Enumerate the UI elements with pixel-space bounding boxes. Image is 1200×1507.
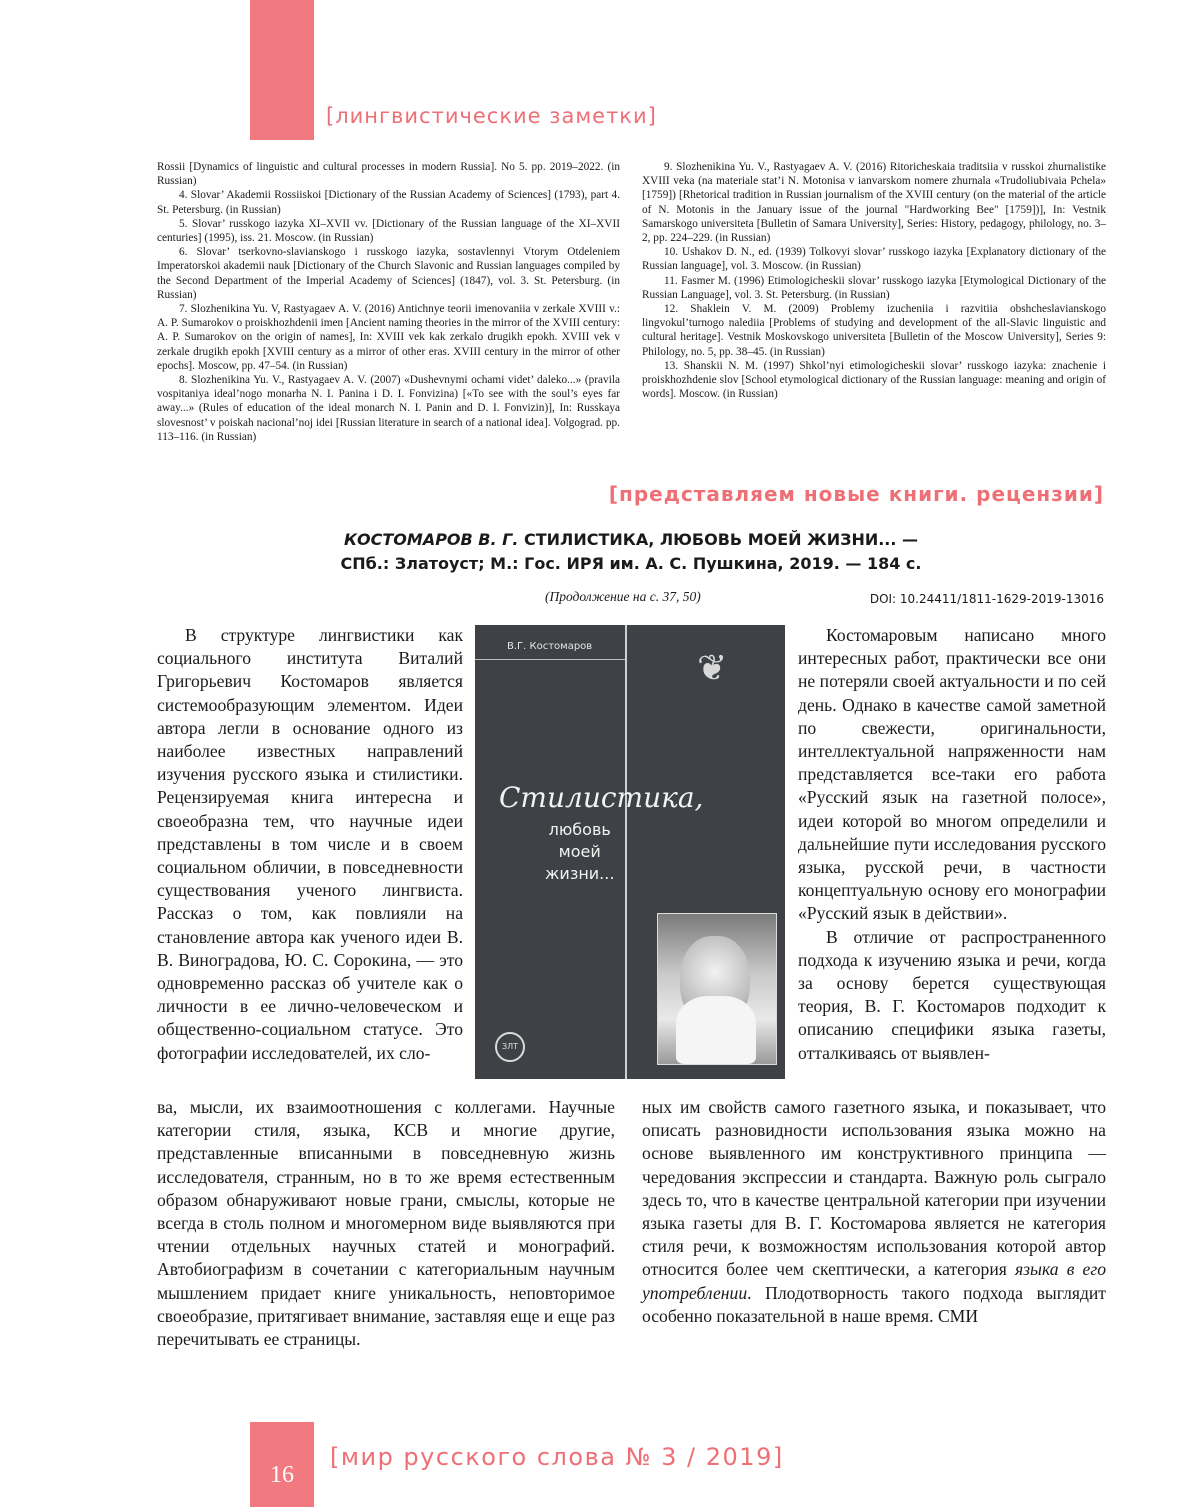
quill-feather-icon: ❦ xyxy=(697,648,728,688)
reference-item: 8. Slozhenikina Yu. V., Rastyagaev A. V. (2007) «Dushevnymi ochami videt’ daleko...» (pravila vospitaniya ideal’nogo monarha N. I. Panina i D. I. Fonvizina) [«To see with the soul’s eyes far away...» (Rules of education of the ideal monarch N. I. Panin and D. I. Fonvizin)], In: Russkaya slovesnost’ v poiskah nacional’noj idei [Russian literature in search of a national idea]. Volgograd. pp. 113–116. (in Russian) xyxy=(157,374,620,443)
journal-footer: [мир русского слова № 3 / 2019] xyxy=(330,1443,784,1471)
emphasis-text: языка в его употреблении xyxy=(642,1259,1106,1303)
publisher-logo-icon: ЗЛТ xyxy=(495,1032,525,1062)
section-heading-book-reviews: [представляем новые книги. рецензии] xyxy=(608,482,1104,506)
reference-item: 7. Slozhenikina Yu. V, Rastyagaev A. V. (2016) Antichnye teorii imenovaniia v zerkale XVIII v.: A. P. Sumarokov o proiskhozhdenii imen [Ancient naming theories in the mirror of the XVIII century: A. P. Sumarokov on the origin of names], In: XVIII vek kak zerkalo drugikh epokh. XVIII vek v zerkale drugikh epokh [XVIII century as a mirror of other eras. XVIII century in the mirror of other epochs]. Moscow, pp. 47–54. (in Russian) xyxy=(157,303,620,372)
references-right-column xyxy=(642,160,1106,401)
reference-item: 11. Fasmer M. (1996) Etimologicheskii slovar’ russkogo iazyka [Etymological Dictionary of the Russian Language], vol. 3. St. Petersburg. (in Russian) xyxy=(642,274,1106,301)
reference-item: 13. Shanskii N. M. (1997) Shkol’nyi etimologicheskii slovar’ russkogo iazyka: znachenie i proiskhozhdenie slov [School etymological dictionary of the Russian language: meaning and origin of words]. Moscow. (in Russian) xyxy=(642,359,1106,401)
book-title-line xyxy=(157,528,1105,552)
reference-item: Rossii [Dynamics of linguistic and cultural processes in modern Russia]. No 5. pp. 2019–2022. (in Russian) xyxy=(157,161,620,188)
review-paragraph-continued: ных им свойств самого газетного языка, и показывает, что описать разновидности использования языка можно на основе выявленного им конструктивного принципа — чередования экспрессии и стандарта. Важную роль сыграло здесь то, что в качестве центральной категории при изучении языка газеты для В. Г. Костомарова является не категория стиля речи, к возможностям использования которой автор относится более чем скептически, а категория языка в его употреблении. Плодотворность такого подхода выглядит особенно показательной в наше время. СМИ xyxy=(642,1097,1106,1326)
book-cover-image xyxy=(475,625,785,1079)
review-text-left-column xyxy=(157,624,463,1065)
doi-label: DOI: 10.24411/1811-1629-2019-13016 xyxy=(869,592,1104,606)
book-title-block xyxy=(157,528,1105,576)
section-heading-linguistic-notes: [лингвистические заметки] xyxy=(326,104,657,128)
portrait-beard xyxy=(676,996,756,1064)
book-publisher: СПб.: Златоуст; М.: Гос. ИРЯ им. А. С. Пушкина, 2019. — 184 с. xyxy=(340,554,922,573)
references-left-column xyxy=(157,160,620,444)
author-portrait xyxy=(657,913,777,1065)
cover-vertical-divider xyxy=(625,625,627,1079)
reference-item: 5. Slovar’ russkogo iazyka XI–XVII vv. [Dictionary of the Russian language of the XI–XVII centuries] (1995), iss. 21. Moscow. (in Russian) xyxy=(157,217,620,245)
reference-item: 6. Slovar’ tserkovno-slavianskogo i russkogo iazyka, sostavlennyi Vtorym Otdeleniem Imperatorskoi akademii nauk [Dictionary of the Church Slavonic and Russian languages compiled by the Second Department of the Imperial Academy of Sciences] (1847), vol. 3. St. Petersburg. (in Russian) xyxy=(157,246,620,301)
reference-item: 9. Slozhenikina Yu. V., Rastyagaev A. V. (2016) Ritoricheskaia traditsiia v russkoi zhurnalistike XVIII veka (na materiale stat’i N. Motonisa v ianvarskom nomere zhurnala «Trudoliubivaia Pchela» [1759]) [Rhetorical tradition in Russian journalism of the XVIII century (on the material of the article of N. Motonis in the January issue of the journal "Hardworking Bee" [1759])], In: Vestnik Samarskogo universiteta [Bulletin of Samara University], Series: History, pedagogy, philology, no. 3–2, pp. 224–229. (in Russian) xyxy=(642,161,1106,245)
page-number: 16 xyxy=(270,1462,294,1488)
review-paragraph: Костомаровым написано много интересных работ, практически все они не потеряли своей актуальности и по сей день. Однако в качестве самой заметной по свежести, оригинальности, интеллектуальной напряженности нам представляется все-таки его работа «Русский язык на газетной полосе», идеи которой во многом определили и дальнейшие пути исследования русского языка, русской речи, в частности концептуальную основу его монографии «Русский язык в действии». xyxy=(798,625,1106,924)
reference-item: 4. Slovar’ Akademii Rossiiskoi [Dictionary of the Russian Academy of Sciences] (1793), part 4. St. Petersburg. (in Russian) xyxy=(157,189,620,216)
review-text-bottom-left xyxy=(157,1096,615,1351)
review-text-bottom-right xyxy=(642,1096,1106,1328)
cover-author: В.Г. Костомаров xyxy=(507,641,593,652)
review-paragraph-continued: ва, мысли, их взаимоотношения с коллегами. Научные категории стиля, языка, КСВ и многие другие, представленные вписанными в повседневную жизнь исследователя, странным, но в то же время естественным образом обнаруживают новые грани, смыслы, которые не всегда в столь полном и многомерном виде выявляются при чтении отдельных научных статей и монографий. Автобиографизм в сочетании с категориальным научным мышлением придает книге уникальность, неповторимое своеобразие, притягивает внимание, заставляя еще и еще раз перечитывать ее страницы. xyxy=(157,1097,615,1350)
continued-note: (Продолжение на с. 37, 50) xyxy=(545,589,701,604)
top-accent-bar xyxy=(250,0,314,140)
cover-title-main: Стилистика, xyxy=(499,781,704,814)
cover-title-sub: любовь моей жизни... xyxy=(545,820,615,883)
reference-item: 12. Shaklein V. M. (2009) Problemy izucheniia i razvitiia obshcheslavianskogo lingvokul’turnogo nalediia [Problems of studying and development of the all-Slavic linguistic and cultural heritage]. Vestnik Moskovskogo universiteta [Bulletin of the Moscow University], Series 9: Philology, no. 5, pp. 38–45. (in Russian) xyxy=(642,303,1106,358)
book-title: СТИЛИСТИКА, ЛЮБОВЬ МОЕЙ ЖИЗНИ... — xyxy=(518,530,919,549)
review-paragraph: В структуре лингвистики как социального института Виталий Григорьевич Костомаров является системообразующим элементом. Идеи автора легли в основание одного из наиболее известных направлений изучения русского языка и стилистики. Рецензируемая книга интересна и своеобразна тем, что научные идеи представлены в том числе и в своем социальном обличии, в повседневности существования ученого лингвиста. Рассказ о том, как повлияли на становление автора как ученого идеи В. В. Виноградова, Ю. С. Сорокина, — это одновременно рассказ об учителе как о личности в ее лично-человеческом и общественно-социальном статусе. Это фотографии исследователей, их сло- xyxy=(157,625,463,1063)
book-author: КОСТОМАРОВ В. Г. xyxy=(343,530,519,549)
cover-divider xyxy=(475,659,625,660)
reference-item: 10. Ushakov D. N., ed. (1939) Tolkovyi slovar’ russkogo iazyka [Explanatory dictionary of the Russian language], vol. 3. Moscow. (in Russian) xyxy=(642,246,1106,273)
review-paragraph: В отличие от распространенного подхода к изучению языка и речи, когда за основу берется существующая теория, В. Г. Костомаров подходит к описанию специфики языка газеты, отталкиваясь от выявлен- xyxy=(798,926,1106,1063)
review-text-right-column xyxy=(798,624,1106,1065)
